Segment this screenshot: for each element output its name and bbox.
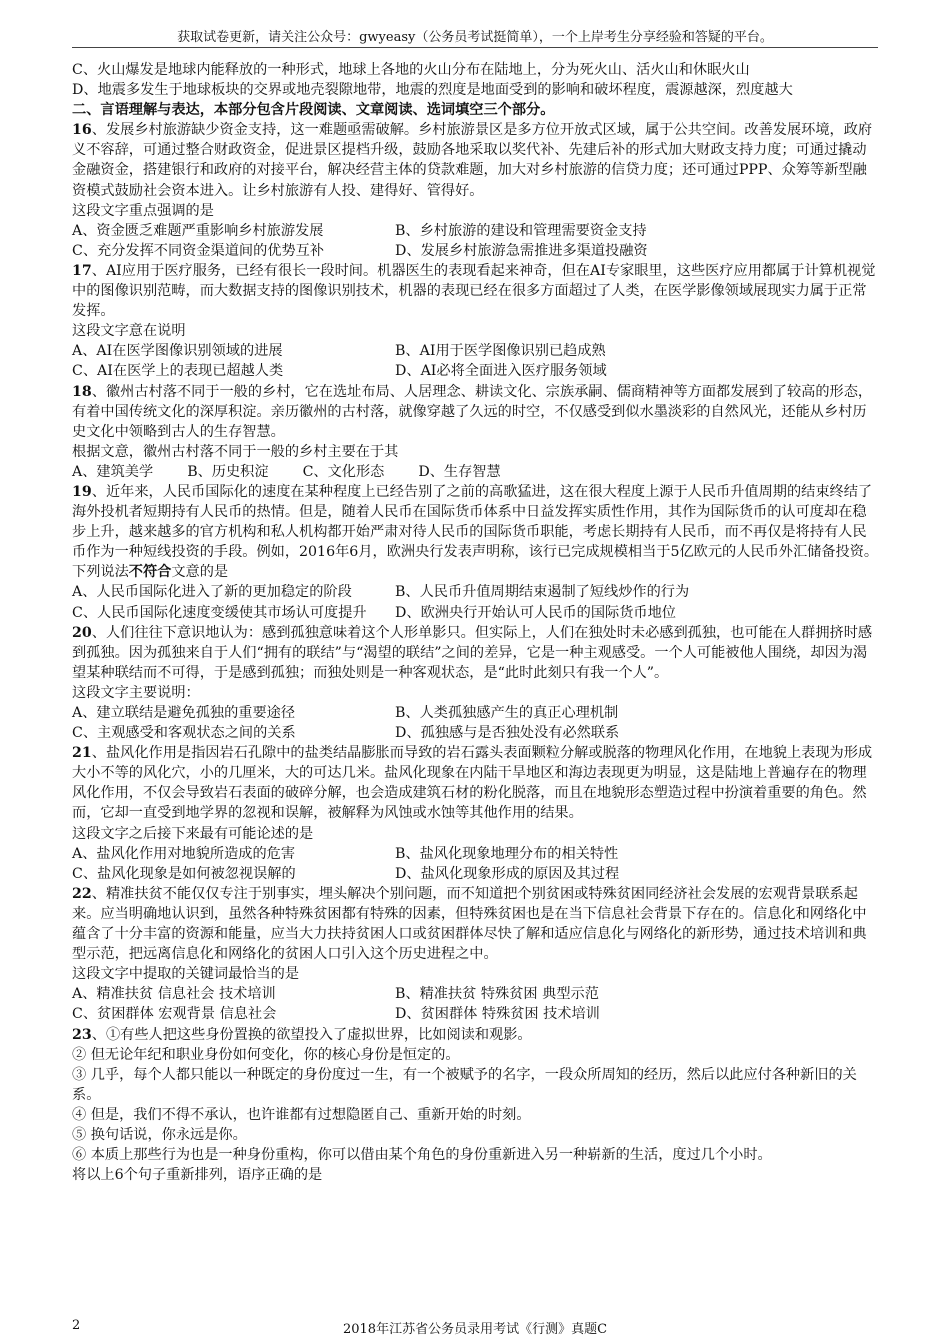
option-row bbox=[72, 582, 880, 602]
option: C、充分发挥不同资金渠道间的优势互补 bbox=[72, 242, 325, 259]
option-row bbox=[72, 984, 880, 1004]
question-stem bbox=[72, 623, 880, 683]
question-number: 22 bbox=[72, 885, 92, 902]
question-text: 、发展乡村旅游缺少资金支持，这一难题亟需破解。乡村旅游景区是多方位开放式区域，属于公共空间。改善发展环境，政府义不容辞，可通过整合财政资金，促进景区提档升级，鼓励各地采取以奖代补、先建后补的形式加大财政支持力度；可通过撬动金融资金，搭建银行和政府的对接平台，解决经营主体的贷款难题，加大对乡村旅游的信贷力度；还可通过PPP、众筹等新型融资模式鼓励社会资本进入。让乡村旅游有人投、建得好、管得好。 bbox=[72, 122, 873, 199]
option: B、乡村旅游的建设和管理需要资金支持 bbox=[395, 222, 647, 239]
option: B、AI用于医学图像识别已趋成熟 bbox=[395, 343, 606, 360]
question-text: 、徽州古村落不同于一般的乡村，它在选址布局、人居理念、耕读文化、宗族承嗣、儒商精神等方面都发展到了较高的形态，有着中国传统文化的深厚积淀。亲历徽州的古村落，就像穿越了久远的时空，不仅感受到似水墨淡彩的自然风光，还能从乡村历史文化中领略到古人的生存智慧。 bbox=[72, 383, 873, 440]
option-row bbox=[72, 341, 880, 361]
option-row bbox=[72, 703, 880, 723]
question-stem bbox=[72, 482, 880, 562]
text-line: 根据文意，徽州古村落不同于一般的乡村主要在于其 bbox=[72, 443, 399, 460]
option-row bbox=[72, 241, 880, 261]
text-line: 这段文字中提取的关键词最恰当的是 bbox=[72, 966, 300, 983]
option: C、AI在医学上的表现已超越人类 bbox=[72, 363, 284, 380]
option: A、建筑美学 bbox=[72, 463, 154, 480]
option: A、资金匮乏难题严重影响乡村旅游发展 bbox=[72, 222, 324, 239]
option: A、AI在医学图像识别领域的进展 bbox=[72, 343, 283, 360]
prompt-text: 下列说法 bbox=[72, 564, 129, 581]
option: D、孤独感与是否独处没有必然联系 bbox=[395, 725, 620, 742]
text-line: 这段文字意在说明 bbox=[72, 323, 186, 340]
question-text: 、近年来，人民币国际化的速度在某种程度上已经告别了之前的高歌猛进，这在很大程度上源于人民币升值周期的结束终结了海外投机者短期持有人民币的热情。但是，随着人民币在国际货币体系中日益发挥实质性作用，其作为国际货币的认可度却在稳步上升，越来越多的官方机构和私人机构都开始严肃对待人民币的国际货币职能，考虑长期持有人民币，而不再仅是将持有人民币作为一种短线投资的手段。例如，2016年6月，欧洲央行发表声明称，该行已完成规模相当于5亿欧元的人民币外汇储备投资。 bbox=[72, 483, 879, 561]
text-line: ⑥ 本质上那些行为也是一种身份重构，你可以借由某个角色的身份重新进入另一种崭新的生活，度过几个小时。 bbox=[72, 1147, 772, 1164]
option: B、精准扶贫 特殊贫困 典型示范 bbox=[395, 986, 599, 1003]
option: B、盐风化现象地理分布的相关特性 bbox=[395, 845, 619, 862]
option: D、贫困群体 特殊贫困 技术培训 bbox=[395, 1006, 600, 1023]
question-number: 19 bbox=[72, 483, 92, 500]
question-number: 23 bbox=[72, 1026, 92, 1043]
emphasis: 不符合 bbox=[128, 564, 172, 581]
text-line: D、地震多发生于地球板块的交界或地壳裂隙地带，地震的烈度是地面受到的影响和破坏程度，震源越深，烈度越大 bbox=[72, 82, 793, 99]
question-text: 、精准扶贫不能仅仅专注于别事实，埋头解决个别问题，而不知道把个别贫困或特殊贫困同经济社会发展的宏观背景联系起来。应当明确地认识到，虽然各种特殊贫困都有特殊的因素，但特殊贫困也是在当下信息社会背景下存在的。信息化和网络化中蕴含了十分丰富的资源和能量，应当大力扶持贫困人口或贫困群体尽快了解和适应信息化与网络化的新形势，通过技术培训和典型示范，把远离信息化和网络化的贫困人口引入这个历史进程之中。 bbox=[72, 885, 867, 963]
question-stem bbox=[72, 1025, 880, 1045]
option: D、发展乡村旅游急需推进多渠道投融资 bbox=[395, 242, 648, 259]
option: C、主观感受和客观状态之间的关系 bbox=[72, 725, 296, 742]
option: D、AI必将全面进入医疗服务领域 bbox=[395, 363, 607, 380]
prompt-text: 文意的是 bbox=[171, 564, 229, 581]
question-stem bbox=[72, 884, 880, 964]
question-prompt bbox=[72, 562, 880, 582]
option: A、精准扶贫 信息社会 技术培训 bbox=[72, 986, 276, 1003]
option: C、文化形态 bbox=[302, 463, 385, 480]
text-line: ④ 但是，我们不得不承认，也许谁都有过想隐匿自己、重新开始的时刻。 bbox=[72, 1106, 531, 1123]
option: C、人民币国际化速度变缓使其市场认可度提升 bbox=[72, 604, 367, 621]
text-line: ⑤ 换句话说，你永远是你。 bbox=[72, 1126, 247, 1143]
option: A、盐风化作用对地貌所造成的危害 bbox=[72, 845, 296, 862]
question-stem bbox=[72, 261, 880, 321]
question-number: 17 bbox=[72, 262, 92, 279]
option-row bbox=[72, 221, 880, 241]
question-number: 21 bbox=[72, 745, 92, 762]
question-number: 16 bbox=[72, 122, 92, 139]
footer-title: 2018年江苏省公务员录用考试《行测》真题C bbox=[342, 1322, 608, 1337]
question-text: 、①有些人把这些身份置换的欲望投入了虚拟世界，比如阅读和观影。 bbox=[91, 1026, 532, 1043]
option: D、生存智慧 bbox=[418, 463, 501, 480]
text-line: 这段文字之后接下来最有可能论述的是 bbox=[72, 825, 314, 842]
question-stem bbox=[72, 120, 880, 200]
text-line: ③ 几乎，每个人都只能以一种既定的身份度过一生，有一个被赋予的名字，一段众所周知的经历，然后以此应付各种新旧的关系。 bbox=[72, 1066, 857, 1103]
option: B、历史积淀 bbox=[187, 463, 269, 480]
question-stem bbox=[72, 743, 880, 823]
option-row bbox=[72, 1004, 880, 1024]
text-line: 这段文字重点强调的是 bbox=[72, 202, 214, 219]
question-stem bbox=[72, 382, 880, 442]
page-header: 获取试卷更新，请关注公众号：gwyeasy（公务员考试挺简单），一个上岸考生分享经验和答疑的平台。 bbox=[177, 30, 773, 45]
option: A、人民币国际化进入了新的更加稳定的阶段 bbox=[72, 584, 352, 601]
question-number: 20 bbox=[72, 624, 92, 641]
text-line: 这段文字主要说明： bbox=[72, 684, 200, 701]
option-row bbox=[72, 462, 880, 482]
option: C、贫困群体 宏观背景 信息社会 bbox=[72, 1006, 277, 1023]
section-heading: 二、言语理解与表达，本部分包含片段阅读、文章阅读、选词填空三个部分。 bbox=[72, 102, 555, 119]
document-body bbox=[72, 60, 880, 1185]
text-line: ② 但无论年纪和职业身份如何变化，你的核心身份是恒定的。 bbox=[72, 1046, 460, 1063]
page-number: 2 bbox=[72, 1318, 81, 1333]
option: B、人民币升值周期结束遏制了短线炒作的行为 bbox=[395, 584, 690, 601]
option-row bbox=[72, 603, 880, 623]
option: D、盐风化现象形成的原因及其过程 bbox=[395, 865, 620, 882]
question-text: 、人们往往下意识地认为：感到孤独意味着这个人形单影只。但实际上，人们在独处时未必感到孤独，也可能在人群拥挤时感到孤独。因为孤独来自于人们“拥有的联结”与“渴望的联结”之间的差异，它是一种主观感受。一个人可能被他人围绕，却因为渴望某种联结而不可得，于是感到孤独；而独处则是一种客观状态，是“此时此刻只有我一个人”。 bbox=[72, 624, 873, 681]
option: C、盐风化现象是如何被忽视误解的 bbox=[72, 865, 296, 882]
option-row bbox=[72, 723, 880, 743]
header-rule bbox=[72, 47, 878, 48]
question-number: 18 bbox=[72, 383, 92, 400]
option-row bbox=[72, 844, 880, 864]
question-text: 、盐风化作用是指因岩石孔隙中的盐类结晶膨胀而导致的岩石露头表面颗粒分解或脱落的物理风化作用，在地貌上表现为形成大小不等的风化穴，小的几厘米，大的可达几米。盐风化现象在内陆干旱地区和海边表现更为明显，这是陆地上普遍存在的物理风化作用，不仅会导致岩石表面的破碎分解，也会造成建筑石材的粉化脱落，而且在地貌形态塑造过程中扮演着重要的角色。然而，它却一直受到地学界的忽视和误解，被解释为风蚀或水蚀等其他作用的结果。 bbox=[72, 745, 873, 822]
text-line: C、火山爆发是地球内能释放的一种形式，地球上各地的火山分布在陆地上，分为死火山、活火山和休眠火山 bbox=[72, 62, 750, 78]
option-row bbox=[72, 864, 880, 884]
text-line: 将以上6个句子重新排列，语序正确的是 bbox=[72, 1167, 323, 1184]
option: A、建立联结是避免孤独的重要途径 bbox=[72, 705, 296, 721]
option-row bbox=[72, 361, 880, 381]
option: B、人类孤独感产生的真正心理机制 bbox=[395, 705, 619, 721]
question-text: 、AI应用于医疗服务，已经有很长一段时间。机器医生的表现看起来神奇，但在AI专家眼里，这些医疗应用都属于计算机视觉中的图像识别范畴，而大数据支持的图像识别技术，机器的表现已经在很多方面超过了人类，在医学影像领域展现实力属于正常发挥。 bbox=[72, 262, 876, 320]
option: D、欧洲央行开始认可人民币的国际货币地位 bbox=[395, 604, 676, 621]
